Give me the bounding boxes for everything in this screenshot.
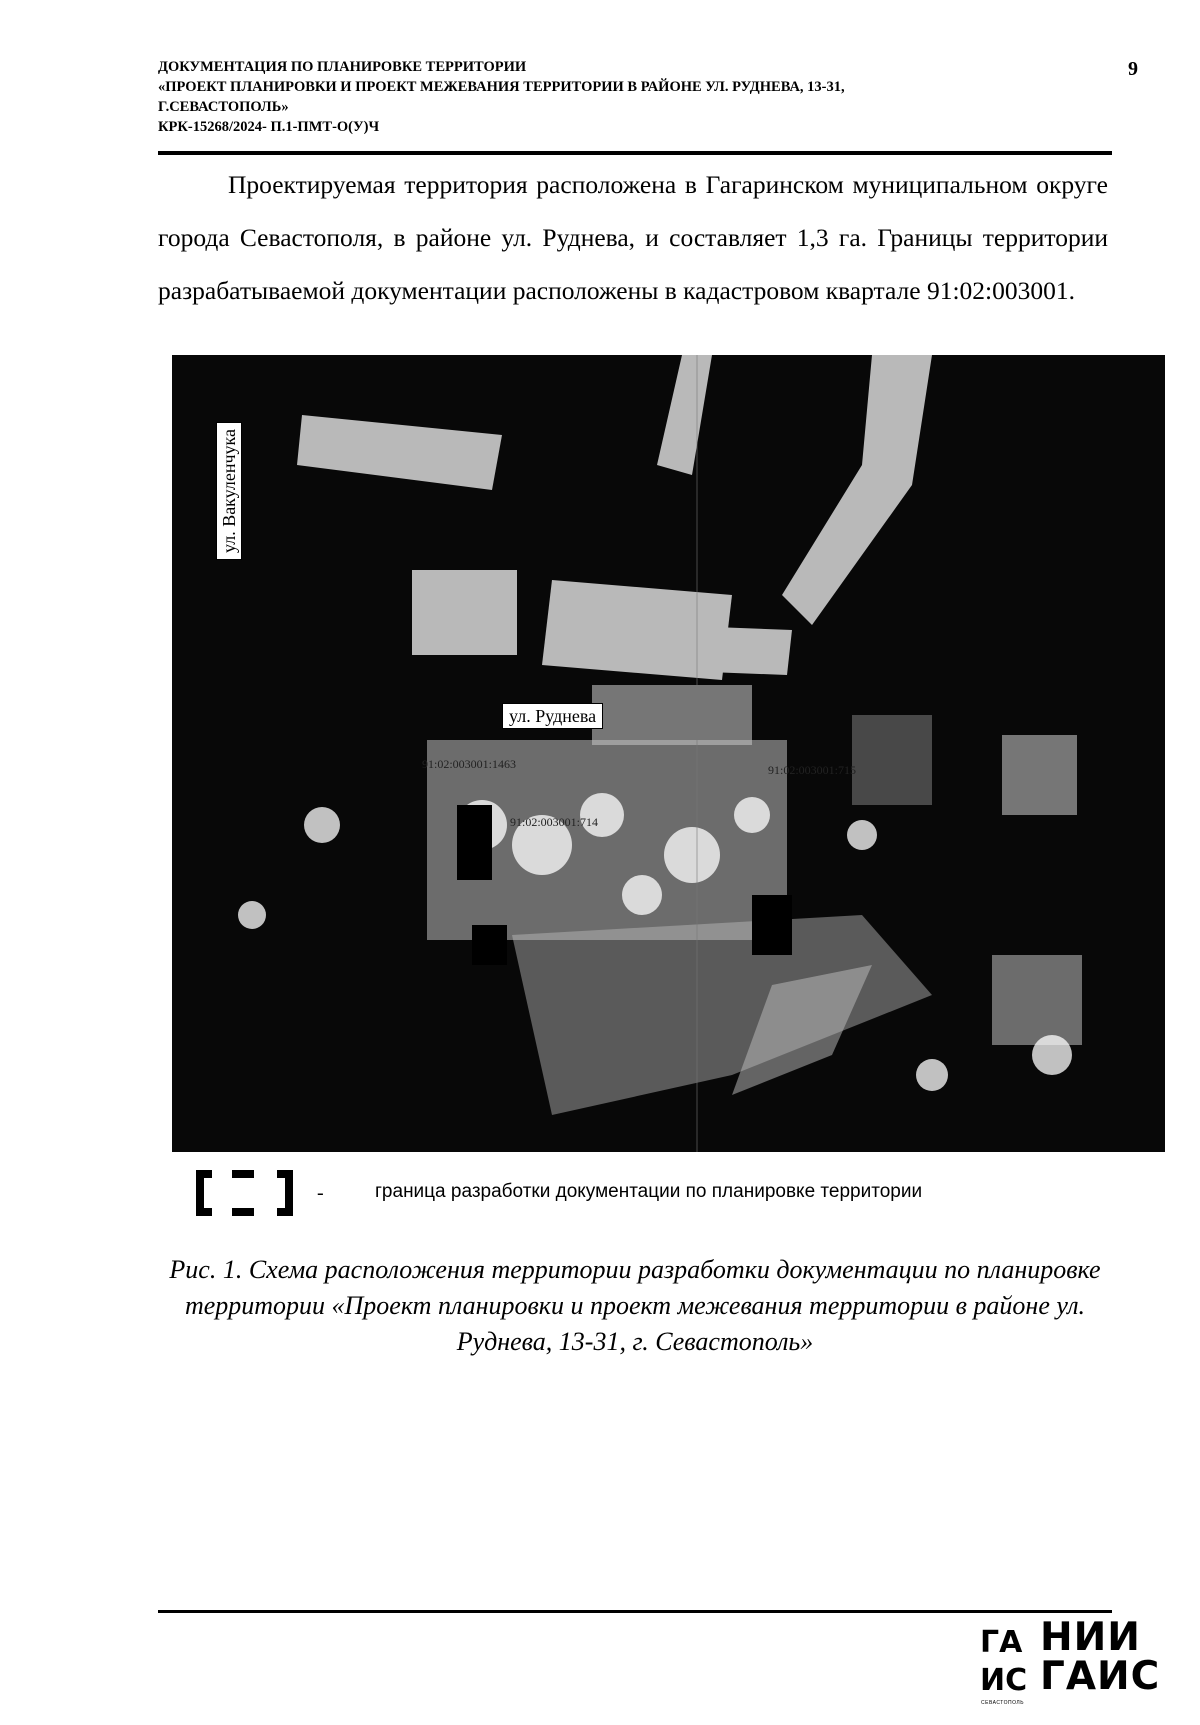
- logo-bottom-line: ГАИС: [1040, 1654, 1161, 1699]
- intro-paragraph: [158, 158, 1108, 317]
- footer-divider: [158, 1610, 1112, 1613]
- boundary-legend-icon: [192, 1168, 297, 1218]
- niigais-mark-icon: [978, 1618, 1036, 1696]
- logo-wordmark: [1040, 1615, 1161, 1699]
- cadastral-label: 91:02:003001:715: [768, 763, 857, 777]
- street-label-vakulenchuka: ул. Вакуленчука: [216, 422, 242, 560]
- street-label-rudneva: ул. Руднева: [502, 703, 603, 729]
- figure-caption: Рис. 1. Схема расположения территории разработки документации по планировке территории «Проект планировки и проект межевания территории в районе ул. Руднева, 13-31, г. Севастополь»: [169, 1255, 1101, 1356]
- page-number: 9: [1128, 58, 1138, 80]
- header-line-3: Г.СЕВАСТОПОЛЬ»: [158, 99, 289, 115]
- cadastral-label: 91:02:003001:1463: [422, 757, 517, 771]
- logo-top-line: НИИ: [1040, 1615, 1141, 1660]
- header-line-2: «ПРОЕКТ ПЛАНИРОВКИ И ПРОЕКТ МЕЖЕВАНИЯ ТЕРРИТОРИИ В РАЙОНЕ УЛ. РУДНЕВА, 13-31,: [158, 79, 845, 95]
- aerial-map-image: [172, 355, 1165, 1152]
- header-line-1: ДОКУМЕНТАЦИЯ ПО ПЛАНИРОВКЕ ТЕРРИТОРИИ: [158, 59, 527, 75]
- cadastral-label: 91:02:003001:714: [510, 815, 599, 829]
- map-legend: [192, 1168, 1092, 1218]
- header-divider: [158, 151, 1112, 155]
- niigais-logo: [978, 1615, 1161, 1708]
- logo-mark-bottom: ИС: [980, 1663, 1028, 1696]
- logo-subtext: СЕВАСТОПОЛЬ: [981, 1700, 1024, 1706]
- logo-mark-top: ГА: [980, 1625, 1023, 1660]
- header-line-4: КРК-15268/2024- П.1-ПМТ-О(У)Ч: [158, 119, 380, 135]
- document-header: [158, 57, 1058, 137]
- legend-text: граница разработки документации по планировке территории: [375, 1181, 923, 1202]
- intro-text: Проектируемая территория расположена в Гагаринском муниципальном округе города Севастополя, в районе ул. Руднева, и составляет 1,3 га. Границы территории разрабатываемой документации расположены в кадастровом квартале 91:02:003001.: [158, 170, 1108, 305]
- aerial-map: [172, 355, 1165, 1152]
- legend-dash: -: [317, 1182, 324, 1204]
